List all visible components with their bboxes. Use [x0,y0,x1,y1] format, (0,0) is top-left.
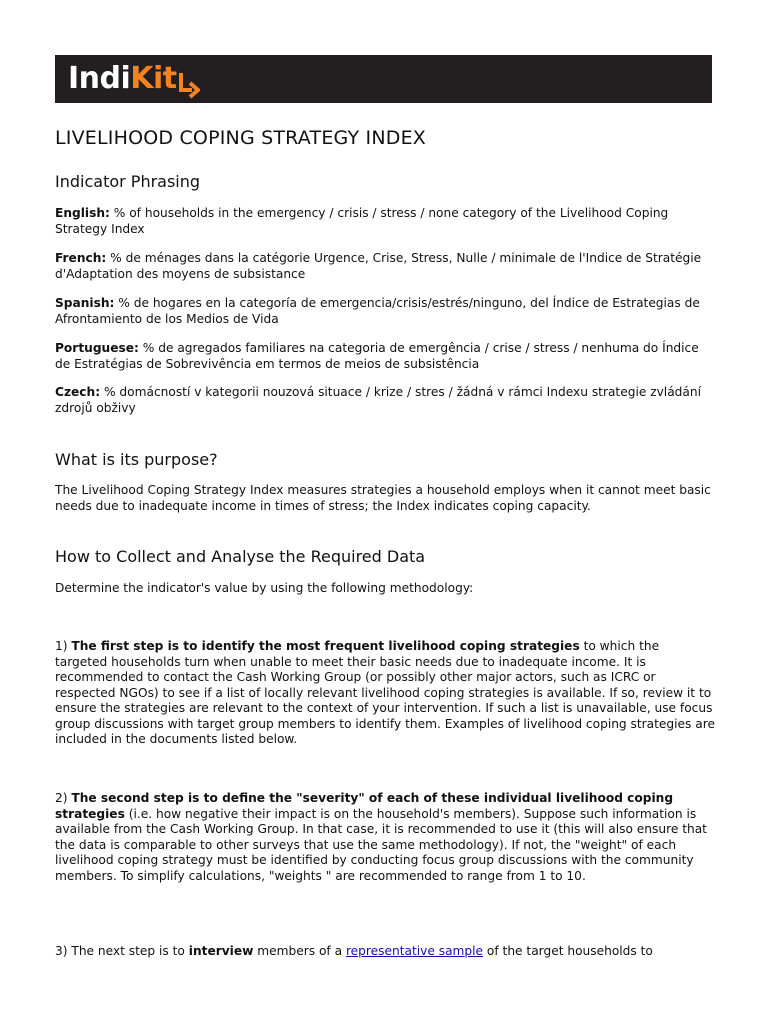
phrasing-english [55,206,715,237]
page-title: LIVELIHOOD COPING STRATEGY INDEX [55,127,427,149]
phrasing-text-french: % de ménages dans la catégorie Urgence, Crise, Stress, Nulle / minimale de l'Indice de Stratégie d'Adaptation des moyens de subsistance [55,251,702,281]
step-3-post: of the target households to [483,944,653,958]
section-heading-purpose: What is its purpose? [55,450,218,469]
step-3 [55,944,715,960]
step-1-number: 1) [55,639,72,653]
phrasing-text-english: % of households in the emergency / crisis / stress / none category of the Livelihood Coping Strategy Index [55,206,669,236]
logo-arrow-icon [178,73,200,99]
step-1-text: to which the targeted households turn when unable to meet their basic needs due to inadequate income. It is recommended to contact the Cash Working Group (or possibly other major actors, such as ICRC or respected NGOs) to see if a list of locally relevant livelihood coping strategies is available. If so, review it to ensure the strategies are relevant to the context of your intervention. If such a list is unavailable, use focus group discussions with target group members to identify them. Examples of livelihood coping strategies are included in the documents listed below. [55,639,715,746]
lang-label-czech: Czech: [55,385,101,399]
header-bar [55,55,712,103]
section-heading-indicator-phrasing: Indicator Phrasing [55,172,201,191]
step-1-bold: The first step is to identify the most frequent livelihood coping strategies [71,639,580,653]
phrasing-french [55,251,715,282]
lang-label-english: English: [55,206,110,220]
step-2 [55,791,715,884]
phrasing-text-czech: % domácností v kategorii nouzová situace / krize / stres / žádná v rámci Indexu strategie zvládání zdrojů obživy [55,385,701,415]
step-2-text: (i.e. how negative their impact is on the household's members). Suppose such information is available from the Cash Working Group. In that case, it is recommended to use it (this will also ensure that the data is comparable to other surveys that use the same methodology). If not, the "weight" of each livelihood coping strategy must be identified by conducting focus group discussions with the community members. To simplify calculations, "weights " are recommended to range from 1 to 10. [55,806,707,883]
indikit-logo[interactable] [68,59,177,99]
logo-text-kit: Kit [130,61,177,96]
lang-label-portuguese: Portuguese: [55,341,139,355]
step-3-bold: interview [188,944,254,958]
step-2-number: 2) [55,791,72,805]
step-3-mid: members of a [253,944,346,958]
step-2-bold: The second step is to define the "severity" of each of these individual livelihood coping strategies [55,791,674,821]
phrasing-spanish [55,296,715,327]
collect-intro: Determine the indicator's value by using the following methodology: [55,581,474,595]
phrasing-czech [55,385,715,416]
lang-label-spanish: Spanish: [55,296,115,310]
representative-sample-link[interactable]: representative sample [345,944,484,958]
purpose-text: The Livelihood Coping Strategy Index measures strategies a household employs when it cannot meet basic needs due to inadequate income in times of stress; the Index indicates coping capacity. [55,483,711,513]
section-heading-collect: How to Collect and Analyse the Required Data [55,547,426,566]
phrasing-text-portuguese: % de agregados familiares na categoria de emergência / crise / stress / nenhuma do Índice de Estratégias de Sobrevivência em termos de meios de subsistência [55,341,699,371]
lang-label-french: French: [55,251,107,265]
step-1 [55,639,715,748]
phrasing-text-spanish: % de hogares en la categoría de emergencia/crisis/estrés/ninguno, del Índice de Estrategias de Afrontamiento de los Medios de Vida [55,296,700,326]
logo-text-indi: Indi [68,61,131,96]
step-3-pre: 3) The next step is to [55,944,189,958]
phrasing-portuguese [55,341,715,372]
